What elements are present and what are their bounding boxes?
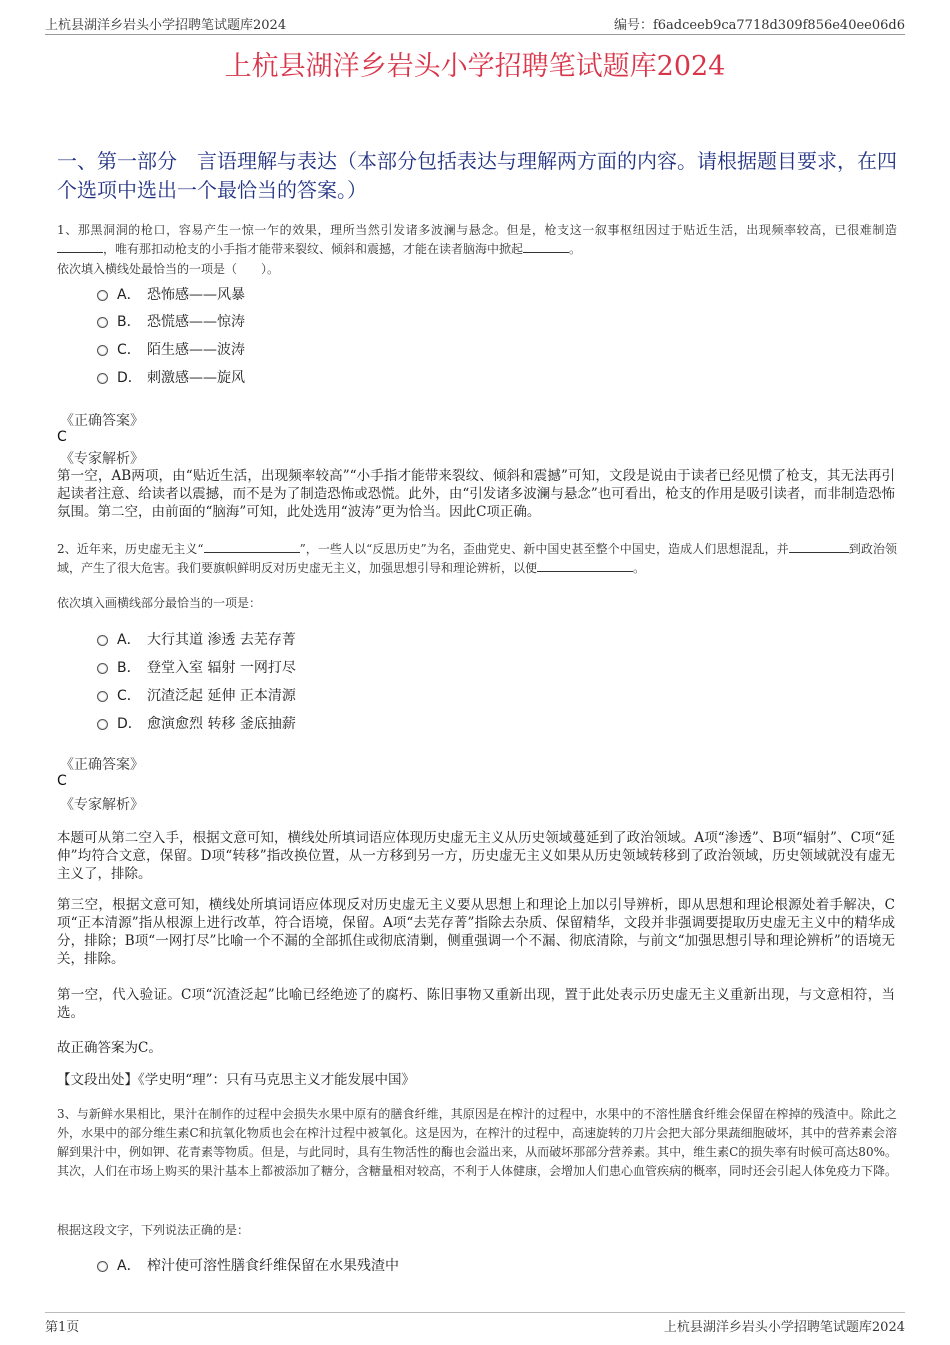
option-text: 恐慌感——惊涛 xyxy=(147,314,245,330)
question-1-option-a[interactable] xyxy=(97,284,245,304)
radio-icon[interactable] xyxy=(97,345,108,356)
radio-icon[interactable] xyxy=(97,635,108,646)
question-2-option-a[interactable] xyxy=(97,629,296,649)
option-key: C． xyxy=(117,688,141,704)
question-1-prompt: 依次填入横线处最恰当的一项是（ ）。 xyxy=(57,262,280,276)
question-2-blank-2 xyxy=(789,540,849,553)
option-key: D． xyxy=(117,370,142,386)
radio-icon[interactable] xyxy=(97,317,108,328)
question-1-analysis: 第一空，AB两项，由“贴近生活，出现频率较高”“小手指才能带来裂纹、倾斜和震撼”可知，文段是说由于读者已经见惯了枪支，其无法再引起读者注意、给读者以震撼，而不是为了制造恐怖或恐慌。此外，由“引发诸多波澜与悬念”也可看出，枪支的作用是吸引读者，而非制造恐怖氛围。第二空，由前面的“脑海”可知，此处选用“波涛”更为恰当。因此C项正确。 xyxy=(57,468,895,520)
option-text: 陌生感——波涛 xyxy=(147,342,245,358)
option-text: 榨汁使可溶性膳食纤维保留在水果残渣中 xyxy=(147,1258,399,1274)
question-2-answer-label: 《正确答案》 xyxy=(60,757,144,773)
radio-icon[interactable] xyxy=(97,290,108,301)
question-2-analysis-paragraph: 第一空，代入验证。C项“沉渣泛起”比喻已经绝迹了的腐朽、陈旧事物又重新出现，置于此处表示历史虚无主义重新出现，与文意相符，当选。 xyxy=(57,987,895,1021)
question-1-option-b[interactable] xyxy=(97,311,245,331)
question-2-blank-1 xyxy=(204,540,300,553)
page-title: 上杭县湖洋乡岩头小学招聘笔试题库2024 xyxy=(224,51,726,82)
question-1-part-b: ，唯有那扣动枪支的小手指才能带来裂纹、倾斜和震撼，才能在读者脑海中掀起 xyxy=(103,242,524,256)
question-2-analysis-paragraph: 第三空，根据文意可知，横线处所填词语应体现反对历史虚无主义要从思想上和理论上加以引导辨析，即从思想和理论根源处着手解决，C项“正本清源”指从根源上进行改革，符合语境，保留。A项“去芜存菁”指除去杂质、保留精华，文段并非强调要提取历史虚无主义中的精华成分，排除；B项“一网打尽”比喻一个不漏的全部抓住或彻底清剿，侧重强调一个不漏、彻底清除，与前文“加强思想引导和理论辨析”的语境无关，排除。 xyxy=(57,897,895,967)
option-key: A． xyxy=(117,1258,141,1274)
question-3-prompt: 根据这段文字，下列说法正确的是： xyxy=(57,1223,250,1237)
question-2-analysis-paragraph: 本题可从第二空入手，根据文意可知，横线处所填词语应体现历史虚无主义从历史领域蔓延到了政治领域。A项“渗透”、B项“辐射”、C项“延伸”均符合文意，保留。D项“转移”指改换位置，从一方移到另一方，历史虚无主义如果从历史领域转移到了政治领域，历史领域就没有虚无主义了，排除。 xyxy=(57,830,895,882)
question-2-option-c[interactable] xyxy=(97,685,296,705)
header-document-id: 编号：f6adceeb9ca7718d309f856e40ee06d6 xyxy=(613,18,905,33)
question-1-answer: C xyxy=(57,429,67,445)
option-key: B． xyxy=(117,314,141,330)
question-2-text xyxy=(57,540,897,578)
question-2-source: 【文段出处】《学史明“理”：只有马克思主义才能发展中国》 xyxy=(57,1072,416,1088)
question-2-answer: C xyxy=(57,773,67,789)
radio-icon[interactable] xyxy=(97,373,108,384)
question-2-part-c: 到政治领域，产生了很大危害。我们要旗帜鲜明反对历史虚无主义，加强思想引导和理论辨析，以便 xyxy=(57,542,897,575)
question-2-prompt: 依次填入画横线部分最恰当的一项是： xyxy=(57,596,262,610)
option-key: C． xyxy=(117,342,141,358)
option-text: 刺激感——旋风 xyxy=(147,370,245,386)
header-title: 上杭县湖洋乡岩头小学招聘笔试题库2024 xyxy=(45,18,287,33)
option-text: 大行其道 渗透 去芜存菁 xyxy=(147,632,296,648)
question-1-analysis-label: 《专家解析》 xyxy=(60,451,144,467)
question-2-analysis-paragraph: 故正确答案为C。 xyxy=(57,1040,162,1056)
option-key: A． xyxy=(117,287,141,303)
option-text: 登堂入室 辐射 一网打尽 xyxy=(147,660,296,676)
question-3-text: 3、与新鲜水果相比，果汁在制作的过程中会损失水果中原有的膳食纤维，其原因是在榨汁的过程中，水果中的不溶性膳食纤维会保留在榨掉的残渣中。除此之外，水果中的部分维生素C和抗氧化物质也会在榨汁过程中被氧化。这是因为，在榨汁的过程中，高速旋转的刀片会把大部分果蔬细胞破坏，其中的营养素会溶解到果汁中，例如钾、花青素等物质。但是，与此同时，具有生物活性的酶也会溢出来，从而破坏那部分营养素。其中，维生素C的损失率有时候可高达80%。其次，人们在市场上购买的果汁基本上都被添加了糖分，含糖量相对较高，不利于人体健康，会增加人们患心血管疾病的概率，同时还会引起人体免疫力下降。 xyxy=(57,1107,898,1178)
question-3-option-a[interactable] xyxy=(97,1255,399,1275)
question-2-analysis-label: 《专家解析》 xyxy=(60,797,144,813)
option-key: A． xyxy=(117,632,141,648)
page-number: 第1页 xyxy=(45,1320,80,1335)
radio-icon[interactable] xyxy=(97,1261,108,1272)
option-key: D． xyxy=(117,716,142,732)
option-text: 沉渣泛起 延伸 正本清源 xyxy=(147,688,296,704)
section-heading: 一、第一部分 言语理解与表达（本部分包括表达与理解两方面的内容。请根据题目要求，在四个选项中选出一个最恰当的答案。） xyxy=(57,149,897,202)
option-text: 愈演愈烈 转移 釜底抽薪 xyxy=(147,716,296,732)
question-1-blank-1 xyxy=(57,240,103,253)
question-1-part-c: 。 xyxy=(569,242,582,256)
question-1-text xyxy=(57,221,897,259)
question-2-part-d: 。 xyxy=(633,561,646,575)
question-1-blank-2 xyxy=(523,240,569,253)
radio-icon[interactable] xyxy=(97,663,108,674)
question-2-part-a: 2、近年来，历史虚无主义“ xyxy=(57,542,204,556)
radio-icon[interactable] xyxy=(97,691,108,702)
question-2-option-b[interactable] xyxy=(97,657,296,677)
question-2-option-d[interactable] xyxy=(97,713,296,733)
page-footer xyxy=(45,1312,905,1335)
question-1-answer-label: 《正确答案》 xyxy=(60,413,144,429)
page-header xyxy=(45,14,905,35)
footer-title: 上杭县湖洋乡岩头小学招聘笔试题库2024 xyxy=(663,1320,905,1335)
question-1-part-a: 1、那黑洞洞的枪口，容易产生一惊一乍的效果，理所当然引发诸多波澜与悬念。但是，枪支这一叙事枢纽因过于贴近生活，出现频率较高，已很难制造 xyxy=(57,223,897,237)
option-key: B． xyxy=(117,660,141,676)
option-text: 恐怖感——风暴 xyxy=(147,287,245,303)
radio-icon[interactable] xyxy=(97,719,108,730)
question-2-part-b: ”，一些人以“反思历史”为名，歪曲党史、新中国史甚至整个中国史，造成人们思想混乱，并 xyxy=(299,542,789,556)
question-2-blank-3 xyxy=(537,559,633,572)
question-1-option-d[interactable] xyxy=(97,367,245,387)
question-1-option-c[interactable] xyxy=(97,339,245,359)
